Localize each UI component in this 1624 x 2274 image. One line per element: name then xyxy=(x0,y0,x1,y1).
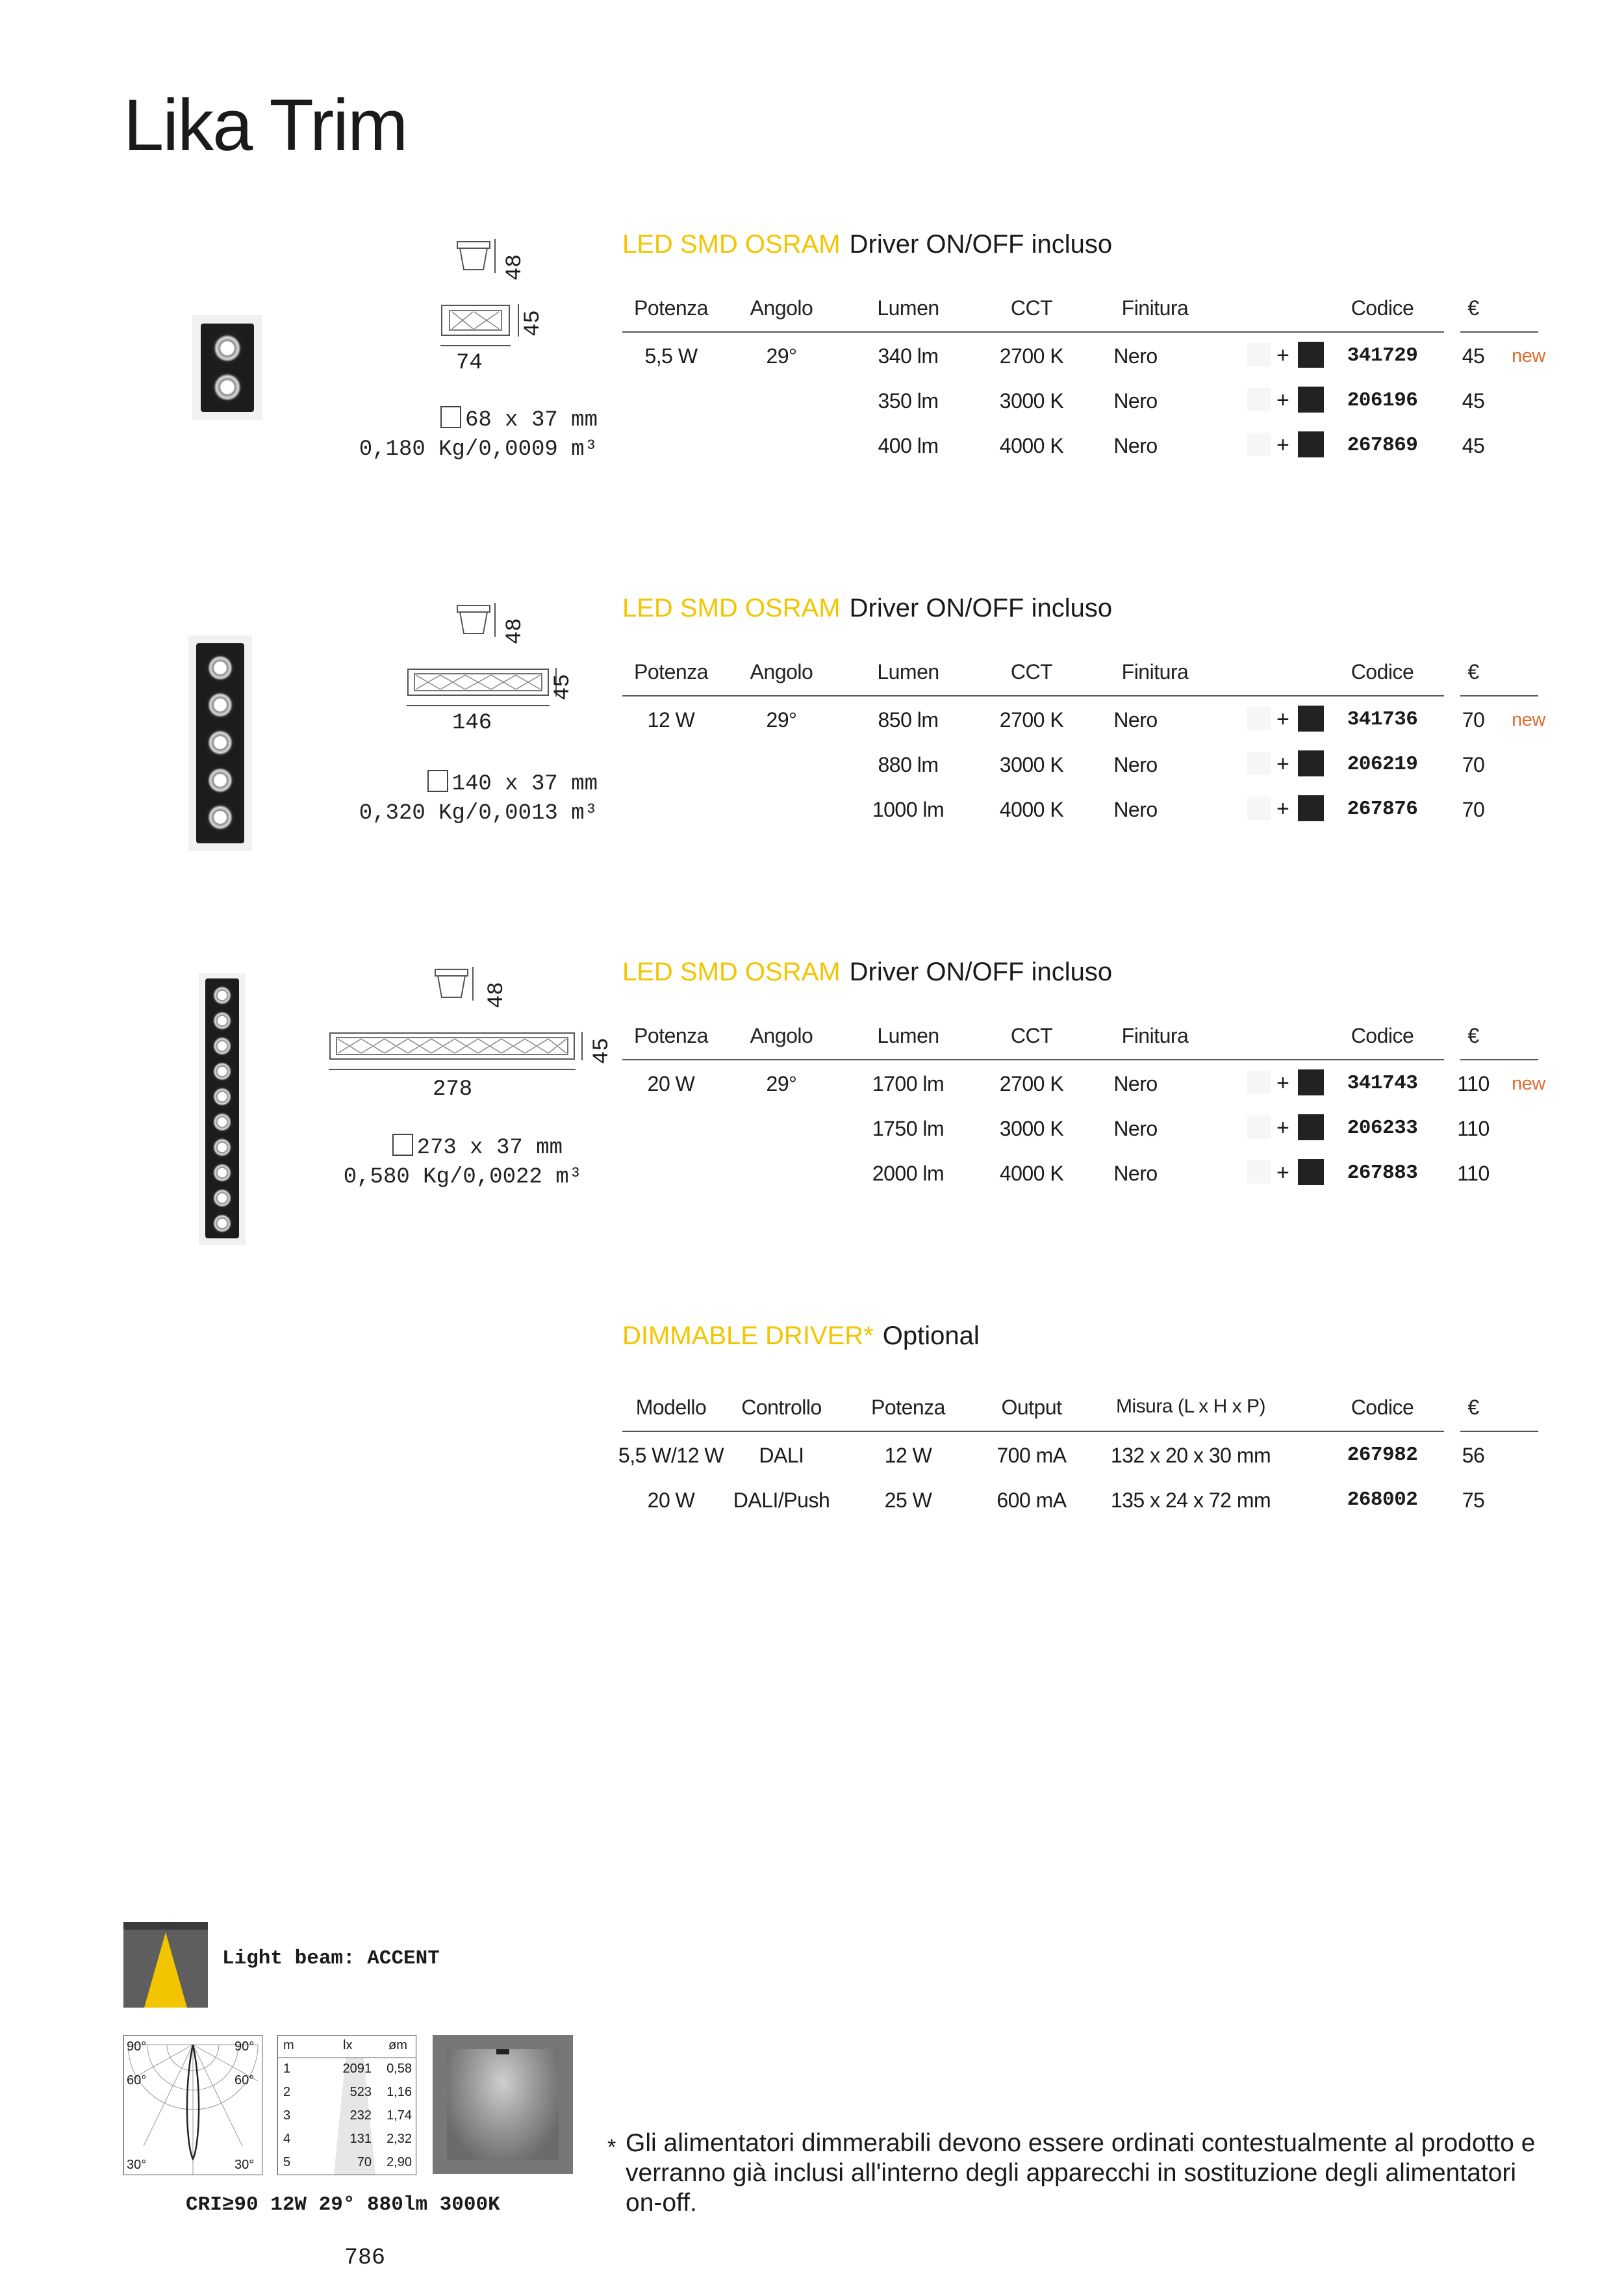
polar-angle: 60° xyxy=(127,2073,147,2088)
led-lens xyxy=(206,803,235,832)
cell-cct: 2700 K xyxy=(999,1072,1064,1095)
cell-codice: 267982 xyxy=(1347,1444,1418,1466)
plus-icon: + xyxy=(1276,707,1289,732)
dim-depth: 45 xyxy=(551,674,576,700)
lux-distance: 2 xyxy=(283,2085,291,2099)
polar-angle: 30° xyxy=(235,2158,255,2172)
dim-length: 278 xyxy=(433,1077,473,1102)
led-lens xyxy=(206,728,235,757)
table-header xyxy=(622,286,1545,331)
cell-angolo: 29° xyxy=(766,344,797,368)
cell-lumen: 1750 lm xyxy=(872,1117,945,1140)
cell-finitura: Nero xyxy=(1113,753,1158,776)
cell-angolo: 29° xyxy=(766,708,797,732)
cell-finitura: Nero xyxy=(1113,344,1158,368)
polar-angle: 30° xyxy=(127,2158,147,2172)
cell-cct: 4000 K xyxy=(999,434,1064,457)
product-table xyxy=(622,286,1545,467)
header-cct: CCT xyxy=(1010,660,1053,683)
header-potenza: Potenza xyxy=(634,296,708,320)
table-row xyxy=(622,1060,1545,1105)
dim-depth: 45 xyxy=(590,1038,615,1064)
weight-volume: 0,180 Kg/0,0009 m³ xyxy=(359,437,598,462)
footnote-text: Gli alimentatori dimmerabili devono essere ordinati contestualmente al prodotto e verranno già inclusi all'interno degli apparecchi in sostituzione degli alimentatori on-off. xyxy=(626,2129,1536,2217)
header-price: € xyxy=(1467,660,1479,683)
driver-heading xyxy=(622,1322,980,1351)
plus-icon: + xyxy=(1276,388,1289,413)
lux-value: 232 xyxy=(349,2108,372,2123)
cell-cct: 3000 K xyxy=(999,753,1064,776)
led-lens xyxy=(212,1188,233,1208)
finish-black-swatch xyxy=(1298,1159,1324,1185)
header-finitura: Finitura xyxy=(1121,296,1189,320)
plus-icon: + xyxy=(1276,1116,1289,1140)
cell-cct: 3000 K xyxy=(999,389,1064,413)
header-price: € xyxy=(1467,1024,1479,1047)
lux-distance: 4 xyxy=(283,2132,291,2146)
dim-length: 74 xyxy=(456,351,483,376)
cutout-size: 68 x 37 mm xyxy=(464,408,598,433)
product-heading xyxy=(622,594,1112,623)
illuminance-header xyxy=(278,2036,416,2058)
table-row xyxy=(622,786,1545,831)
driver-table xyxy=(618,1385,1545,1522)
cell-cct: 4000 K xyxy=(999,1162,1064,1185)
header-codice: Codice xyxy=(1351,660,1414,683)
product-dimensions xyxy=(312,1134,590,1192)
cell-codice: 267883 xyxy=(1347,1162,1418,1184)
header-codice: Codice xyxy=(1351,1396,1414,1419)
cell-modello: 5,5 W/12 W xyxy=(618,1444,724,1467)
product-photo xyxy=(192,315,262,420)
cell-finitura: Nero xyxy=(1113,434,1158,457)
cell-cct: 2700 K xyxy=(999,708,1064,732)
product-heading xyxy=(622,230,1112,259)
cell-lumen: 350 lm xyxy=(878,389,939,413)
header-modello: Modello xyxy=(635,1396,707,1419)
plus-icon: + xyxy=(1276,797,1289,821)
lux-distance: 1 xyxy=(283,2062,291,2076)
cell-finitura: Nero xyxy=(1113,798,1158,821)
header-finitura: Finitura xyxy=(1121,660,1189,683)
lux-distance: 5 xyxy=(283,2155,291,2169)
page-number: 786 xyxy=(344,2245,386,2271)
illuminance-row xyxy=(278,2059,416,2081)
polar-angle: 90° xyxy=(235,2039,255,2054)
finish-white-swatch xyxy=(1247,752,1271,775)
product-section-3 xyxy=(0,949,1624,1260)
finish-black-swatch xyxy=(1298,387,1324,413)
header-cct: CCT xyxy=(1010,296,1053,320)
cell-price: 56 xyxy=(1462,1444,1485,1467)
weight-volume: 0,320 Kg/0,0013 m³ xyxy=(359,801,598,826)
cell-controllo: DALI/Push xyxy=(733,1488,830,1512)
header-angolo: Angolo xyxy=(750,296,813,320)
header-price: € xyxy=(1467,1396,1479,1419)
finish-white-swatch xyxy=(1247,707,1271,730)
table-row xyxy=(622,696,1545,741)
header-finitura: Finitura xyxy=(1121,1024,1189,1047)
table-row xyxy=(622,333,1545,377)
led-lens xyxy=(212,1213,233,1234)
product-photo xyxy=(199,973,246,1245)
cell-lumen: 850 lm xyxy=(878,708,939,732)
finish-white-swatch xyxy=(1247,343,1271,366)
cell-codice: 267876 xyxy=(1347,798,1418,821)
footnote-asterisk: * xyxy=(607,2135,616,2160)
product-section-2 xyxy=(0,585,1624,858)
dim-length: 146 xyxy=(452,711,492,735)
header-output: Output xyxy=(1001,1396,1062,1419)
lux-header-m: m xyxy=(283,2038,294,2052)
led-lens xyxy=(206,691,235,719)
lux-diameter: 1,16 xyxy=(387,2085,412,2099)
plus-icon: + xyxy=(1276,433,1289,457)
dim-depth: 45 xyxy=(521,310,546,337)
lux-diameter: 0,58 xyxy=(387,2062,412,2076)
header-misura: Misura (L x H x P) xyxy=(1116,1396,1265,1417)
led-lens xyxy=(212,372,243,403)
cell-potenza: 12 W xyxy=(647,708,695,732)
table-row xyxy=(622,1477,1545,1522)
cell-finitura: Nero xyxy=(1113,708,1158,732)
header-lumen: Lumen xyxy=(877,296,939,320)
led-lens xyxy=(212,1010,233,1031)
product-table xyxy=(622,1014,1545,1195)
led-lens xyxy=(212,1061,233,1082)
cell-lumen: 2000 lm xyxy=(872,1162,945,1185)
lux-diameter: 2,90 xyxy=(387,2155,412,2169)
illuminance-row xyxy=(278,2082,416,2104)
dimension-drawing xyxy=(435,234,546,383)
header-potenza: Potenza xyxy=(871,1396,945,1419)
cutout-size: 140 x 37 mm xyxy=(451,772,598,797)
cell-codice: 206219 xyxy=(1347,753,1418,776)
lux-value: 70 xyxy=(357,2155,372,2169)
cell-codice: 206233 xyxy=(1347,1117,1418,1140)
finish-white-swatch xyxy=(1247,1071,1271,1094)
cell-price: 70 xyxy=(1462,708,1485,732)
led-lens xyxy=(212,1137,233,1158)
header-angolo: Angolo xyxy=(750,660,813,683)
heading-accent: LED SMD OSRAM xyxy=(622,958,841,986)
heading-accent: DIMMABLE DRIVER* xyxy=(622,1322,874,1350)
led-lens xyxy=(212,1112,233,1132)
led-lens xyxy=(212,1162,233,1183)
cell-output: 600 mA xyxy=(996,1488,1067,1512)
cutout-icon xyxy=(427,770,448,792)
dim-height: 48 xyxy=(503,254,527,281)
table-row xyxy=(618,1432,1545,1477)
cell-price: 75 xyxy=(1462,1488,1485,1512)
cell-misura: 135 x 24 x 72 mm xyxy=(1110,1488,1271,1512)
finish-black-swatch xyxy=(1298,342,1324,368)
new-badge: new xyxy=(1512,346,1545,366)
finish-black-swatch xyxy=(1298,750,1324,776)
led-lens xyxy=(212,985,233,1006)
header-cct: CCT xyxy=(1010,1024,1053,1047)
cell-modello: 20 W xyxy=(647,1488,695,1512)
table-header xyxy=(622,1014,1545,1059)
cell-lumen: 1000 lm xyxy=(872,798,945,821)
cell-codice: 206196 xyxy=(1347,389,1418,412)
fixture-body xyxy=(196,643,244,843)
cell-angolo: 29° xyxy=(766,1072,797,1095)
led-lens xyxy=(206,654,235,682)
page-title: Lika Trim xyxy=(123,84,407,166)
cell-finitura: Nero xyxy=(1113,389,1158,413)
cell-price: 110 xyxy=(1457,1117,1490,1140)
plus-icon: + xyxy=(1276,1160,1289,1185)
heading-plain: Optional xyxy=(882,1322,980,1350)
product-table xyxy=(622,650,1545,831)
cell-price: 45 xyxy=(1462,344,1485,368)
lux-diameter: 2,32 xyxy=(387,2132,412,2146)
led-lens xyxy=(212,1036,233,1056)
cell-finitura: Nero xyxy=(1113,1162,1158,1185)
cell-potenza: 25 W xyxy=(884,1488,932,1512)
lux-value: 2091 xyxy=(342,2062,372,2076)
product-dimensions xyxy=(325,406,598,465)
cutout-icon xyxy=(392,1134,413,1156)
light-beam-label: Light beam: ACCENT xyxy=(222,1947,440,1970)
header-controllo: Controllo xyxy=(741,1396,822,1419)
cell-price: 110 xyxy=(1457,1162,1490,1185)
product-heading xyxy=(622,958,1112,987)
finish-black-swatch xyxy=(1298,1069,1324,1095)
finish-white-swatch xyxy=(1247,1160,1271,1184)
finish-white-swatch xyxy=(1247,433,1271,456)
cell-cct: 2700 K xyxy=(999,344,1064,368)
lux-header-diameter: øm xyxy=(388,2038,407,2052)
cell-price: 45 xyxy=(1462,389,1485,413)
cell-price: 110 xyxy=(1457,1072,1490,1095)
table-row xyxy=(622,422,1545,467)
new-badge: new xyxy=(1512,1073,1545,1094)
fixture-body xyxy=(205,978,239,1238)
polar-angle: 90° xyxy=(127,2039,147,2054)
polar-diagram xyxy=(123,2035,262,2175)
finish-white-swatch xyxy=(1247,1116,1271,1139)
finish-black-swatch xyxy=(1298,706,1324,732)
cell-lumen: 340 lm xyxy=(878,344,939,368)
header-lumen: Lumen xyxy=(877,660,939,683)
lux-value: 523 xyxy=(349,2085,372,2099)
product-dimensions xyxy=(325,770,598,828)
cutout-size: 273 x 37 mm xyxy=(416,1136,563,1160)
cell-controllo: DALI xyxy=(759,1444,804,1467)
finish-black-swatch xyxy=(1298,431,1324,457)
header-potenza: Potenza xyxy=(634,660,708,683)
cell-price: 70 xyxy=(1462,753,1485,776)
cell-lumen: 1700 lm xyxy=(872,1072,945,1095)
dim-height: 48 xyxy=(485,982,509,1008)
heading-plain: Driver ON/OFF incluso xyxy=(849,230,1113,259)
cell-cct: 4000 K xyxy=(999,798,1064,821)
heading-plain: Driver ON/OFF incluso xyxy=(849,594,1113,622)
table-header xyxy=(622,1385,1545,1431)
cell-price: 70 xyxy=(1462,798,1485,821)
illuminance-row xyxy=(278,2129,416,2151)
cell-potenza: 12 W xyxy=(884,1444,932,1467)
dimmable-driver-section xyxy=(0,1312,1624,1533)
cell-misura: 132 x 20 x 30 mm xyxy=(1110,1444,1271,1467)
illuminance-table xyxy=(277,2035,416,2175)
illuminance-row xyxy=(278,2153,416,2175)
table-row xyxy=(622,1105,1545,1150)
table-row xyxy=(622,1150,1545,1195)
table-row xyxy=(622,741,1545,786)
illuminance-row xyxy=(278,2106,416,2128)
lux-value: 131 xyxy=(349,2132,372,2146)
finish-white-swatch xyxy=(1247,797,1271,820)
polar-angle: 60° xyxy=(235,2073,255,2088)
cell-finitura: Nero xyxy=(1113,1117,1158,1140)
lux-header-lx: lx xyxy=(343,2038,353,2052)
header-potenza: Potenza xyxy=(634,1024,708,1047)
product-section-1 xyxy=(0,221,1624,494)
header-codice: Codice xyxy=(1351,1024,1414,1047)
cell-potenza: 5,5 W xyxy=(644,344,698,368)
cell-potenza: 20 W xyxy=(647,1072,695,1095)
cell-codice: 341743 xyxy=(1347,1072,1418,1095)
cell-finitura: Nero xyxy=(1113,1072,1158,1095)
lux-diameter: 1,74 xyxy=(387,2108,412,2123)
cell-codice: 267869 xyxy=(1347,434,1418,457)
cell-codice: 341729 xyxy=(1347,344,1418,367)
plus-icon: + xyxy=(1276,752,1289,776)
cell-lumen: 880 lm xyxy=(878,753,939,776)
finish-black-swatch xyxy=(1298,795,1324,821)
lux-distance: 3 xyxy=(283,2108,291,2123)
led-lens xyxy=(206,766,235,795)
heading-accent: LED SMD OSRAM xyxy=(622,594,841,622)
led-lens xyxy=(212,1086,233,1107)
dim-height: 48 xyxy=(503,618,527,645)
table-row xyxy=(622,377,1545,422)
light-render-image xyxy=(433,2035,573,2174)
header-price: € xyxy=(1467,296,1479,320)
table-header xyxy=(622,650,1545,695)
heading-plain: Driver ON/OFF incluso xyxy=(849,958,1113,986)
photometry-spec: CRI≥90 12W 29° 880lm 3000K xyxy=(186,2193,500,2216)
plus-icon: + xyxy=(1276,1071,1289,1095)
weight-volume: 0,580 Kg/0,0022 m³ xyxy=(343,1165,582,1190)
light-beam-icon xyxy=(123,1922,208,2008)
led-lens xyxy=(212,333,243,364)
plus-icon: + xyxy=(1276,343,1289,368)
header-codice: Codice xyxy=(1351,296,1414,320)
cell-cct: 3000 K xyxy=(999,1117,1064,1140)
product-photo xyxy=(188,635,252,851)
cutout-icon xyxy=(440,406,461,428)
header-angolo: Angolo xyxy=(750,1024,813,1047)
header-lumen: Lumen xyxy=(877,1024,939,1047)
finish-black-swatch xyxy=(1298,1114,1324,1140)
new-badge: new xyxy=(1512,709,1545,730)
cell-price: 45 xyxy=(1462,434,1485,457)
finish-white-swatch xyxy=(1247,388,1271,411)
cell-codice: 268002 xyxy=(1347,1488,1418,1511)
heading-accent: LED SMD OSRAM xyxy=(622,230,841,259)
cell-lumen: 400 lm xyxy=(878,434,939,457)
cell-output: 700 mA xyxy=(996,1444,1067,1467)
fixture-body xyxy=(201,324,254,412)
dimension-drawing xyxy=(403,598,585,741)
cell-codice: 341736 xyxy=(1347,708,1418,731)
